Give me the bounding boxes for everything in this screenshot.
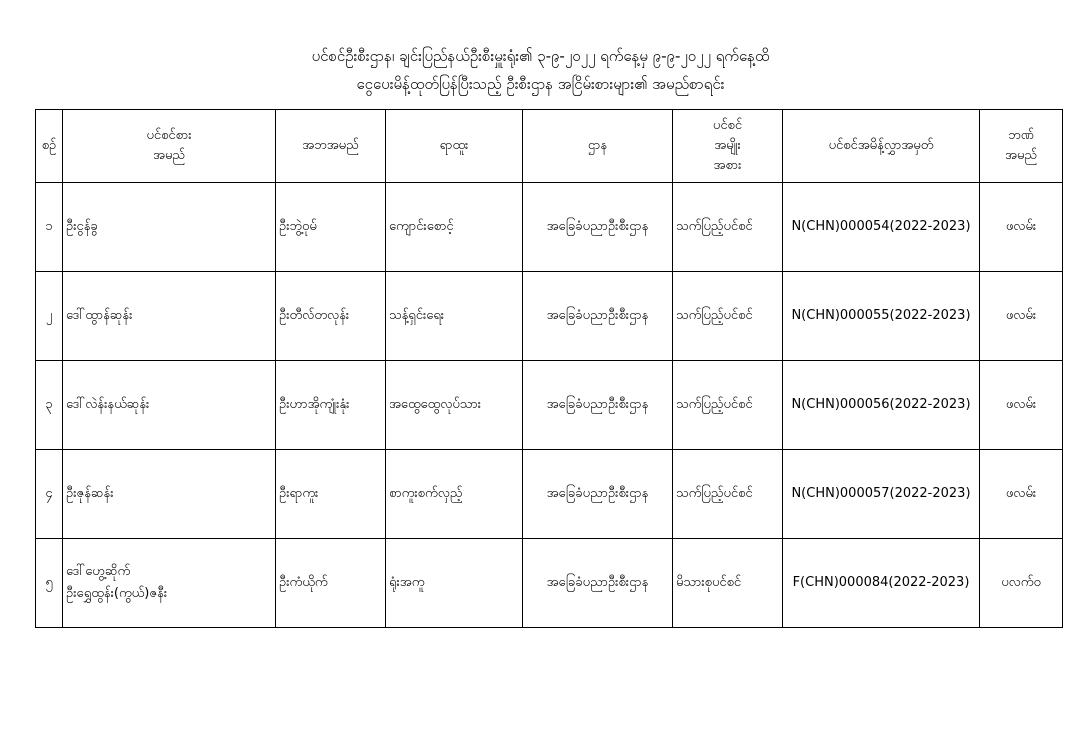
cell-pensioner-name: ဦးငွန်ခွ: [63, 183, 276, 272]
cell-department: အခြေခံပညာဦးစီးဌာန: [523, 539, 673, 628]
document-title-line-1: ပင်စင်ဦးစီးဌာန၊ ချင်းပြည်နယ်ဦးစီးမှူးရုံး၏ ၃-၉-၂၀၂၂ ရက်နေ့မှ ၉-၉-၂၀၂၂ ရက်နေ့ထိ: [311, 47, 770, 65]
header-pensioner-name: ပင်စင်စား အမည်: [63, 110, 276, 183]
header-department: ဌာန: [523, 110, 673, 183]
cell-department: အခြေခံပညာဦးစီးဌာန: [523, 450, 673, 539]
cell-pension-type: သက်ပြည့်ပင်စင်: [673, 450, 783, 539]
header-row: [36, 110, 1063, 183]
cell-rank: သန့်ရှင်းရေး: [386, 272, 523, 361]
table-row: [36, 183, 1063, 272]
table-row: [36, 361, 1063, 450]
cell-pensioner-name: ဒေါ်ထွာန်ဆုန်း: [63, 272, 276, 361]
cell-rank: စာကူးစက်လှည့်: [386, 450, 523, 539]
cell-pensioner-name: ဒေါ်လဲန်းနယ်ဆုန်း: [63, 361, 276, 450]
cell-pensioner-name: ဒေါ်ဟွေ့ဆိုက် ဦးရွှေထွန်း(ကွယ်)ဇနီး: [63, 539, 276, 628]
cell-treasury: ဖလမ်း: [980, 272, 1063, 361]
cell-order-no: N(CHN)000057(2022-2023): [783, 450, 980, 539]
cell-treasury: ပလက်ဝ: [980, 539, 1063, 628]
cell-order-no: N(CHN)000055(2022-2023): [783, 272, 980, 361]
cell-pension-type: သက်ပြည့်ပင်စင်: [673, 361, 783, 450]
table-row: [36, 450, 1063, 539]
cell-rank: ကျောင်းစောင့်: [386, 183, 523, 272]
cell-pensioner-name: ဦးဇုန်ဆန်း: [63, 450, 276, 539]
cell-father-name: ဦးကံယိုက်: [276, 539, 386, 628]
cell-treasury: ဖလမ်း: [980, 450, 1063, 539]
table-row: [36, 272, 1063, 361]
table-row: [36, 539, 1063, 628]
cell-rank: အထွေထွေလုပ်သား: [386, 361, 523, 450]
cell-department: အခြေခံပညာဦးစီးဌာန: [523, 183, 673, 272]
cell-order-no: N(CHN)000054(2022-2023): [783, 183, 980, 272]
cell-treasury: ဖလမ်း: [980, 361, 1063, 450]
document-title-line-2: ငွေပေးမိန့်ထုတ်ပြန်ပြီးသည့် ဦးစီးဌာန အငြိမ်းစားများ၏ အမည်စာရင်း: [356, 75, 725, 93]
cell-order-no: N(CHN)000056(2022-2023): [783, 361, 980, 450]
header-pension-order-no: ပင်စင်အမိန့်လွှာအမှတ်: [783, 110, 980, 183]
header-treasury: ဘဏ် အမည်: [980, 110, 1063, 183]
cell-pension-type: သက်ပြည့်ပင်စင်: [673, 183, 783, 272]
cell-father-name: ဦးတီလ်တလုန်း: [276, 272, 386, 361]
cell-no: ၂: [36, 272, 63, 361]
cell-pension-type: မိသားစုပင်စင်: [673, 539, 783, 628]
header-no: စဉ်: [36, 110, 63, 183]
cell-department: အခြေခံပညာဦးစီးဌာန: [523, 272, 673, 361]
pensioner-table: [35, 109, 1063, 628]
cell-no: ၄: [36, 450, 63, 539]
cell-father-name: ဦးရာကူး: [276, 450, 386, 539]
cell-rank: ရုံးအကူ: [386, 539, 523, 628]
cell-father-name: ဦးဟာအိုကျုံးနုံး: [276, 361, 386, 450]
cell-department: အခြေခံပညာဦးစီးဌာန: [523, 361, 673, 450]
header-pension-type: ပင်စင် အမျိုး အစား: [673, 110, 783, 183]
cell-no: ၁: [36, 183, 63, 272]
cell-treasury: ဖလမ်း: [980, 183, 1063, 272]
cell-no: ၃: [36, 361, 63, 450]
header-rank: ရာထူး: [386, 110, 523, 183]
cell-father-name: ဦးဘွဲ့ဝုမ်: [276, 183, 386, 272]
header-father-name: အဘအမည်: [276, 110, 386, 183]
cell-order-no: F(CHN)000084(2022-2023): [783, 539, 980, 628]
cell-pension-type: သက်ပြည့်ပင်စင်: [673, 272, 783, 361]
cell-no: ၅: [36, 539, 63, 628]
